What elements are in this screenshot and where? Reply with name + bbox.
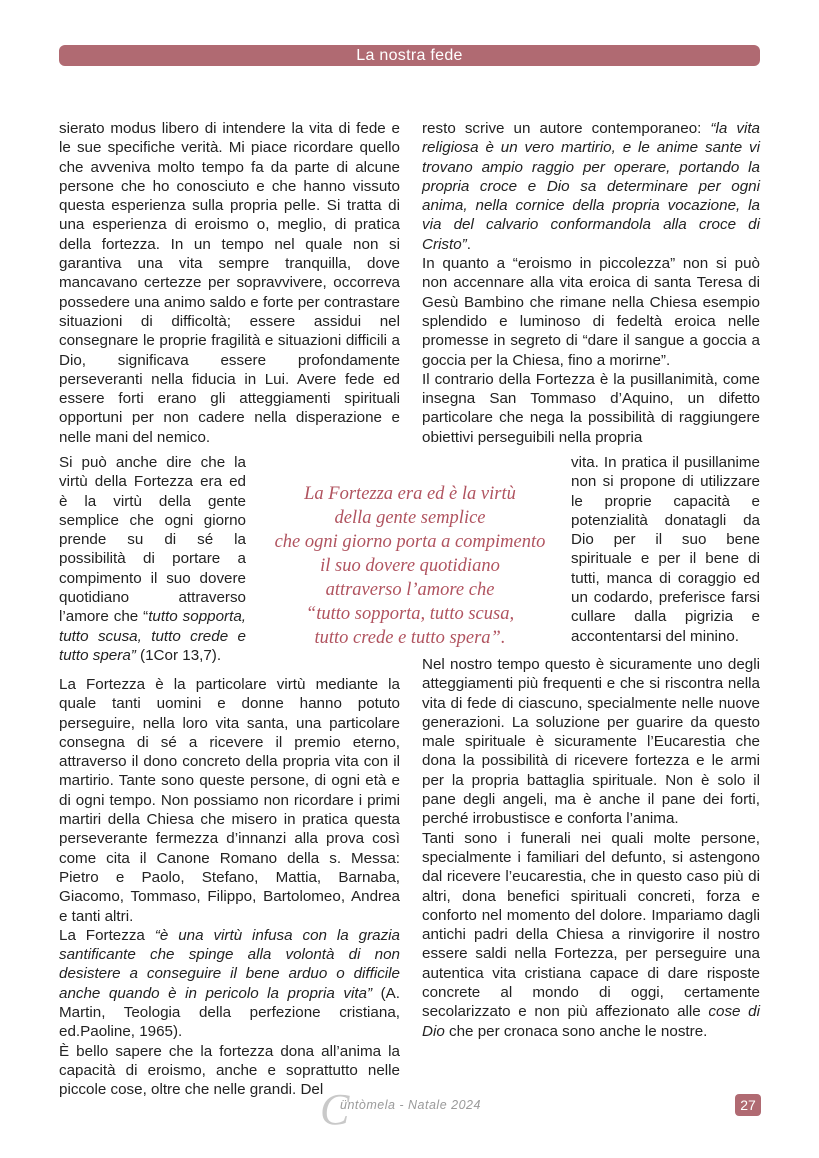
magazine-logo-letter: C bbox=[320, 1085, 350, 1134]
right-paragraph-4: Nel nostro tempo questo è sicuramente uno degli atteggiamenti più frequenti e che si riscontra nella vita di fede di ciascuno, specialmente nelle nuove generazioni. La soluzione per guarire da questo male spirituale è sicuramente l’Eucarestia che dona la possibilità di ricevere fortezza e le armi per la propria battaglia spirituale. Non è solo il pane degli angeli, ma è anche il pane dei forti, perché irrobustisce e conforta l’anima. bbox=[422, 656, 760, 828]
pull-quote bbox=[250, 482, 570, 650]
right-column-wrap bbox=[571, 453, 760, 646]
pull-quote-line: della gente semplice bbox=[334, 508, 486, 528]
magazine-issue: üntòmela - Natale 2024 bbox=[340, 1098, 481, 1112]
pull-quote-line: il suo dovere quotidiano bbox=[320, 556, 500, 576]
left-paragraph-1: sierato modus libero di intendere la vita di fede e le sue specifiche verità. Mi piace ricordare quello che avveniva molto tempo fa da parte di alcune persone che ho conosciuto e che hanno vissuto questa esperienza sulla propria pelle. Si tratta di una esperienza di eroismo o, meglio, di pratica della fortezza. In un tempo nel quale non si garantiva una vita sempre tranquilla, dove mancavano certezze per sopravvivere, occorreva possedere una animo saldo e forte per contrastare situazioni di difficoltà; essere assidui nel consegnare le proprie fragilità e situazioni difficili a Dio, significava essere profondamente perseveranti nella fiducia in Lui. Avere fede ed essere forti erano gli atteggiamenti spirituali opportuni per non cadere nella disperazione e nelle mani del nemico. bbox=[59, 120, 400, 446]
section-header-banner bbox=[59, 45, 760, 66]
section-title: La nostra fede bbox=[356, 47, 463, 64]
page-number: 27 bbox=[735, 1094, 761, 1116]
pull-quote-line: che ogni giorno porta a compimento bbox=[274, 532, 546, 552]
left-paragraph-5: È bello sapere che la fortezza dona all’anima la capacità di eroismo, anche e soprattutto nelle piccole cose, oltre che nelle grandi. Del bbox=[59, 1042, 400, 1099]
pull-quote-line: La Fortezza era ed è la virtù bbox=[304, 484, 516, 504]
right-column-bottom bbox=[422, 655, 760, 1041]
left-paragraph-2: Si può anche dire che la virtù della Fortezza era ed è la virtù della gente semplice che ogni giorno prende su di sé la possibilità di portare a compimento il suo dovere quotidiano attraverso l’amore che “tutto sopporta, tutto scusa, tutto crede e tutto spera” (1Cor 13,7). bbox=[59, 454, 246, 664]
pull-quote-line: attraverso l’amore che bbox=[325, 580, 495, 600]
left-paragraph-3: La Fortezza è la particolare virtù mediante la quale tanti uomini e donne hanno potuto perseguire, nella loro vita santa, una particolare consegna di sé a ricevere il premio eterno, attraverso il dono concreto della propria vita con il martirio. Tante sono queste persone, di ogni età e di ogni tempo. Non possiamo non ricordare i primi martiri della Chiesa che misero in pratica questa perseverante fermezza d’innanzi alla prova così come cita il Canone Romano della s. Messa: Pietro e Paolo, Stefano, Mattia, Barnaba, Giacomo, Tommaso, Filippo, Bartolomeo, Andrea e tanti altri. bbox=[59, 676, 400, 925]
left-column-wrap bbox=[59, 453, 246, 665]
right-column-top bbox=[422, 119, 760, 447]
left-column-bottom bbox=[59, 675, 400, 1100]
right-paragraph-2: In quanto a “eroismo in piccolezza” non si può non accennare alla vita eroica di santa Teresa di Gesù Bambino che rimane nella Chiesa esempio splendido e luminoso di fedeltà eroica nelle promesse in segreto di “dare il sangue a goccia a goccia per la Chiesa, fino a morirne”. bbox=[422, 255, 760, 369]
left-paragraph-4: La Fortezza “è una virtù infusa con la grazia santificante che spinge alla volontà di non desistere a conseguire il bene arduo o difficile anche quando è in pericolo la propria vita” (A. Martin, Teologia della perfezione cristiana, ed.Paoline, 1965). bbox=[59, 926, 400, 1041]
pull-quote-line: “tutto sopporta, tutto scusa, bbox=[305, 604, 515, 624]
right-paragraph-5: Tanti sono i funerali nei quali molte persone, specialmente i familiari del defunto, si astengono dal ricevere l’eucarestia, che in questo caso più di altri, dona benefici spirituali concreti, forza e conforto nel momento del dolore. Impariamo dagli antichi padri della Chiesa a rinvigorire il nostro essere saldi nella Fortezza, per perseguire una autentica vita cristiana capace di dare risposte concrete al mondo di oggi, certamente secolarizzato e non più affezionato alle cose di Dio che per cronaca sono anche le nostre. bbox=[422, 829, 760, 1040]
pull-quote-line: tutto crede e tutto spera”. bbox=[314, 628, 506, 648]
right-paragraph-3b: vita. In pratica il pusillanime non si propone di utilizzare le proprie capacità e potenzialità donatagli da Dio per il suo bene spirituale e per il bene di tutti, manca di coraggio ed un codardo, preferisce farsi cullare dalla pigrizia e accontentarsi del minino. bbox=[571, 454, 760, 645]
right-paragraph-1: resto scrive un autore contemporaneo: “la vita religiosa è un vero martirio, e le anime sante vi trovano ampio raggio per operare, portando la propria croce e Dio sa determinare per ogni anima, nella cornice della propria vocazione, la via del calvario conformandola alla croce di Cristo”. bbox=[422, 120, 760, 253]
right-paragraph-3a: Il contrario della Fortezza è la pusillanimità, come insegna San Tommaso d’Aquino, un difetto particolare che nega la possibilità di raggiungere obiettivi perseguibili nella propria bbox=[422, 370, 760, 446]
left-column-top bbox=[59, 119, 400, 447]
footer-masthead bbox=[320, 1085, 580, 1134]
